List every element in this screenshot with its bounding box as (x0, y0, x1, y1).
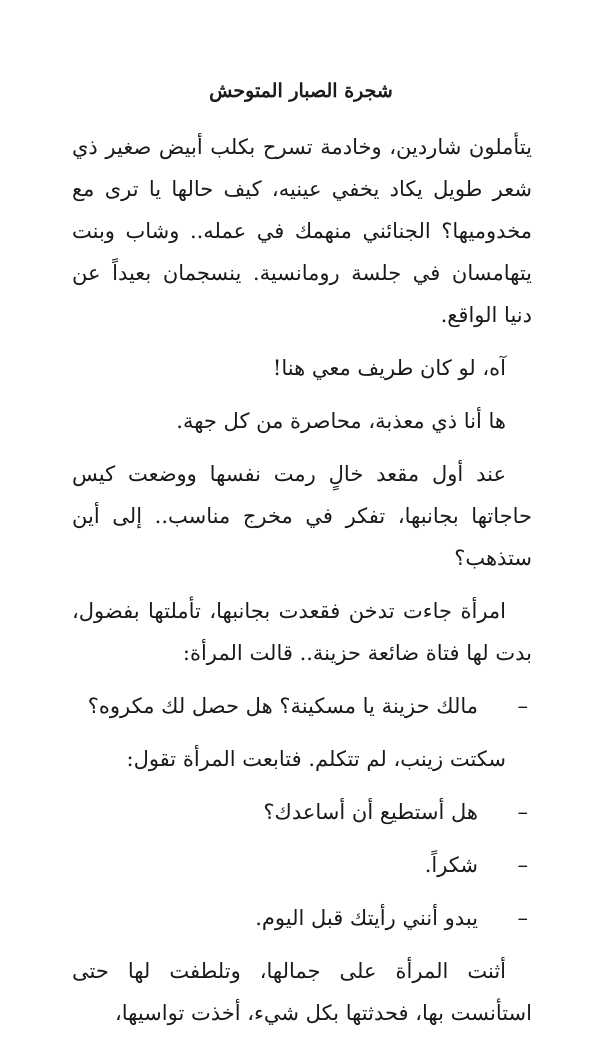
dialogue-text: هل أستطيع أن أساعدك؟ (263, 800, 478, 824)
paragraph: ها أنا ذي معذبة، محاصرة من كل جهة. (176, 409, 506, 433)
dialogue-dash: – (517, 694, 528, 718)
dialogue-dash: – (517, 800, 528, 824)
dialogue-text: مالك حزينة يا مسكينة؟ هل حصل لك مكروه؟ (87, 694, 478, 718)
dialogue-text: يبدو أنني رأيتك قبل اليوم. (255, 906, 478, 930)
paragraph: يتأملون شاردين، وخادمة تسرح بكلب أبيض صغير ذي شعر طويل يكاد يخفي عينيه، كيف حالها يا ترى مع مخدوميها؟ الجنائني منهمك في عمله.. وشاب وبنت يتهامسان في جلسة رومانسية. ينسجمان بعيداً عن دنيا الواقع. (72, 135, 532, 327)
chapter-title: شجرة الصبار المتوحش (209, 80, 393, 102)
dialogue-line (72, 791, 532, 833)
dialogue-text: شكراً. (424, 853, 478, 877)
dialogue-line (72, 897, 532, 939)
dialogue-line (72, 685, 532, 727)
dialogue-dash: – (517, 906, 528, 930)
paragraph: امرأة جاءت تدخن فقعدت بجانبها، تأملتها بفضول، بدت لها فتاة ضائعة حزينة.. قالت المرأة: (72, 599, 532, 665)
body-text (72, 126, 532, 1045)
paragraph: سكتت زينب، لم تتكلم. فتابعت المرأة تقول: (126, 747, 506, 771)
paragraph: عند أول مقعد خالٍ رمت نفسها ووضعت كيس حاجاتها بجانبها، تفكر في مخرج مناسب.. إلى أين ستذهب؟ (72, 462, 532, 570)
paragraph: أثنت المرأة على جمالها، وتلطفت لها حتى استأنست بها، فحدثتها بكل شيء، أخذت تواسيها، (72, 959, 532, 1025)
paragraph: آه، لو كان طريف معي هنا! (272, 356, 506, 380)
dialogue-line (72, 844, 532, 886)
dialogue-dash: – (517, 853, 528, 877)
